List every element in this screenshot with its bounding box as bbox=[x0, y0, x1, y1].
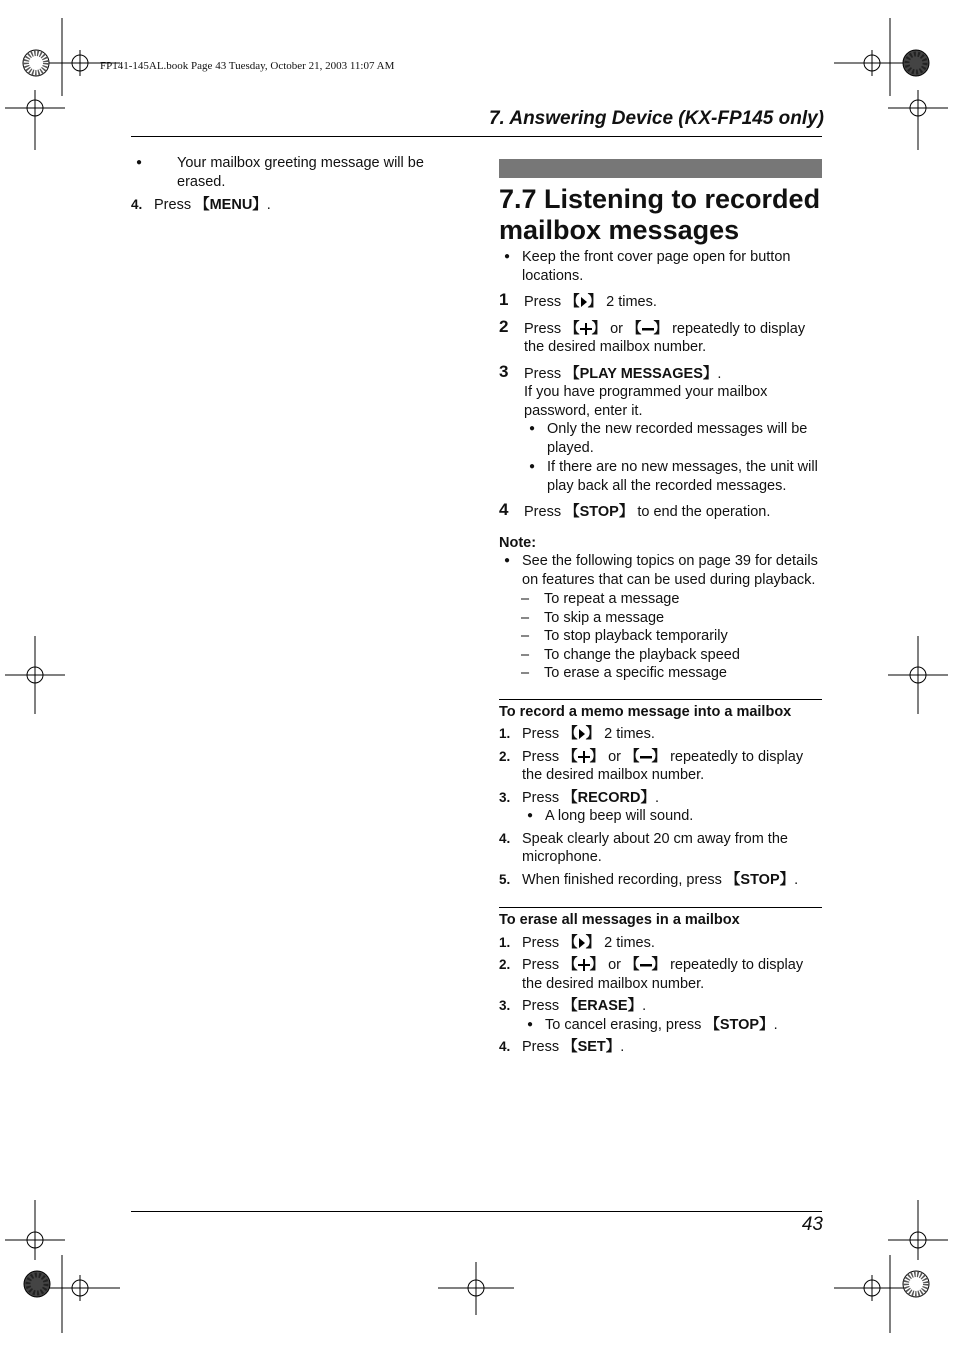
print-info-line: FP141-145AL.book Page 43 Tuesday, October 21, 2003 11:07 AM bbox=[100, 60, 395, 72]
list-item: 4. Press 【MENU】. bbox=[131, 197, 271, 213]
list-item: 4. Speak clearly about 20 cm away from the microphone. bbox=[499, 830, 788, 865]
header-rule bbox=[131, 136, 822, 137]
page-number: 43 bbox=[801, 1214, 823, 1235]
erase-key: ERASE bbox=[577, 998, 628, 1014]
footer-rule bbox=[131, 1211, 822, 1212]
section-title: 7.7 Listening to recorded mailbox messages bbox=[499, 184, 821, 245]
list-item: 3. Press 【RECORD】. ● A long beep will sound. bbox=[499, 789, 822, 826]
list-item: ● Only the new recorded messages will be played. bbox=[524, 420, 822, 457]
list-item: ● To cancel erasing, press 【STOP】. bbox=[522, 1016, 822, 1035]
minus-icon bbox=[640, 959, 652, 971]
stop-key: STOP bbox=[740, 871, 780, 888]
list-item: ● See the following topics on page 39 for details on features that can be used during playback. bbox=[499, 552, 822, 589]
left-column bbox=[131, 154, 451, 215]
list-item: ● Your mailbox greeting message will be erased. bbox=[131, 154, 451, 191]
plus-icon bbox=[578, 751, 590, 763]
list-item: – To skip a message bbox=[499, 609, 822, 628]
minus-icon bbox=[640, 751, 652, 763]
list-item: 4. Press 【SET】. bbox=[499, 1039, 625, 1055]
list-item: 1. Press 【 】 2 times. bbox=[499, 726, 655, 742]
step-1: 1 Press 【 】 2 times. bbox=[499, 290, 657, 310]
chapter-header: 7. Answering Device (KX-FP145 only) bbox=[488, 108, 824, 129]
memo-heading: To record a memo message into a mailbox bbox=[499, 699, 822, 722]
list-item: 1. Press 【 】 2 times. bbox=[499, 934, 655, 951]
step-2: 2 Press 【 】 or 【 】 repeatedly to display the desired mailbox number. bbox=[499, 316, 806, 355]
list-item: ● A long beep will sound. bbox=[522, 807, 822, 826]
play-messages-key: PLAY MESSAGES bbox=[579, 365, 703, 382]
list-item: ● If there are no new messages, the unit will play back all the recorded messages. bbox=[524, 458, 822, 495]
right-arrow-icon bbox=[578, 937, 586, 949]
record-key: RECORD bbox=[577, 789, 641, 806]
list-item: 3. Press 【ERASE】. ● To cancel erasing, press 【STOP】. bbox=[499, 997, 822, 1034]
stop-key: STOP bbox=[719, 1016, 760, 1033]
plus-icon bbox=[580, 323, 592, 335]
erase-heading: To erase all messages in a mailbox bbox=[499, 907, 822, 930]
set-key: SET bbox=[577, 1039, 606, 1055]
list-item: 5. When finished recording, press 【STOP】. bbox=[499, 871, 799, 888]
menu-key: MENU bbox=[209, 197, 253, 213]
step-3: 3 Press 【PLAY MESSAGES】. If you have programmed your mailbox password, enter it. ● Only the new recorded messages will be played. ● If there are no new messages, the unit will play back all the recorded messages. bbox=[499, 365, 822, 496]
list-item: 2. Press 【 】 or 【 】 repeatedly to display the desired mailbox number. bbox=[499, 748, 804, 783]
right-column bbox=[499, 159, 822, 1057]
list-item: 2. Press 【 】 or 【 】 repeatedly to display the desired mailbox number. bbox=[499, 957, 804, 992]
stop-key: STOP bbox=[579, 504, 619, 520]
plus-icon bbox=[578, 959, 590, 971]
minus-icon bbox=[642, 323, 654, 335]
section-bar bbox=[499, 159, 822, 178]
list-item: – To change the playback speed bbox=[499, 646, 822, 665]
list-item: – To erase a specific message bbox=[499, 664, 822, 683]
right-arrow-icon bbox=[580, 296, 588, 308]
note-heading: Note: bbox=[499, 534, 537, 551]
list-item: ● Keep the front cover page open for button locations. bbox=[499, 248, 822, 285]
step-4: 4 Press 【STOP】 to end the operation. bbox=[499, 500, 771, 520]
list-item: – To stop playback temporarily bbox=[499, 627, 822, 646]
list-item: – To repeat a message bbox=[499, 590, 822, 609]
right-arrow-icon bbox=[578, 728, 586, 740]
